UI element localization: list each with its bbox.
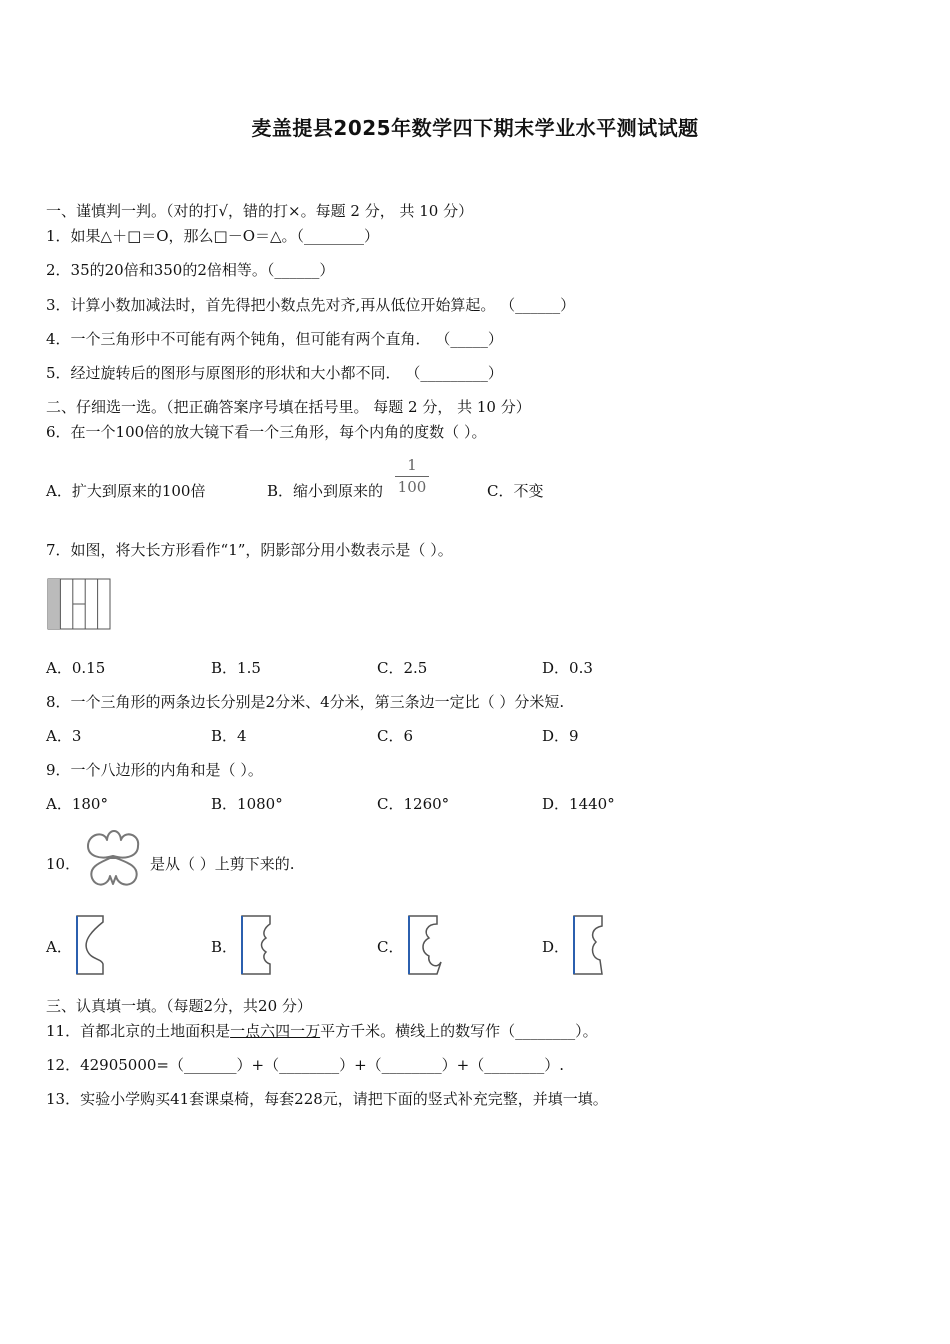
question-6-option-b: B．缩小到原来的 [267, 482, 384, 500]
fraction-numerator: 1 [407, 456, 417, 474]
question-9-stem: 9．一个八边形的内角和是（ ）。 [46, 761, 263, 779]
question-12: 12．42905000=（_______）+（________）+（________）+（________）. [46, 1056, 564, 1074]
question-7-option-b: B．1.5 [211, 659, 261, 677]
question-1: 1．如果△＋□＝O，那么□－O＝△。（________） [46, 227, 380, 245]
question-10-option-a: A． [46, 938, 72, 956]
question-8-option-d: D．9 [542, 727, 579, 745]
question-9-option-a: A．180° [46, 795, 108, 813]
question-8-option-a: A．3 [46, 727, 82, 745]
question-6-option-c: C．不变 [487, 482, 544, 500]
option-a-shape-icon [75, 914, 107, 976]
question-10-option-b: B． [211, 938, 238, 956]
question-10-option-c: C． [377, 938, 404, 956]
cloud-outline [88, 831, 138, 885]
fraction-denominator: 100 [397, 478, 427, 496]
question-11-prefix: 11．首都北京的土地面积是 [46, 1022, 231, 1040]
question-8-option-c: C．6 [377, 727, 414, 745]
question-9-option-b: B．1080° [211, 795, 283, 813]
question-7-option-c: C．2.5 [377, 659, 428, 677]
option-b-outline [242, 916, 270, 974]
option-d-shape-icon [572, 914, 606, 976]
question-9-option-c: C．1260° [377, 795, 450, 813]
question-2: 2．35的20倍和350的2倍相等。（______） [46, 261, 335, 279]
question-5: 5．经过旋转后的图形与原图形的形状和大小都不同． （_________） [46, 364, 503, 382]
section1-header: 一、谨慎判一判。（对的打√，错的打×。每题 2 分， 共 10 分） [46, 202, 474, 220]
cloud-cutout-icon [80, 826, 146, 892]
section2-header: 二、仔细选一选。（把正确答案序号填在括号里。 每题 2 分， 共 10 分） [46, 398, 531, 416]
question-7-option-a: A．0.15 [46, 659, 106, 677]
question-8-option-b: B．4 [211, 727, 247, 745]
option-d-outline [574, 916, 602, 974]
question-10-stem: 是从（ ）上剪下来的. [150, 855, 295, 873]
question-9-option-d: D．1440° [542, 795, 615, 813]
question-7-stem: 7．如图，将大长方形看作“1”，阴影部分用小数表示是（ ）。 [46, 541, 453, 559]
question-4: 4．一个三角形中不可能有两个钝角，但可能有两个直角． （_____） [46, 330, 503, 348]
rectangle-figure [47, 578, 111, 630]
section3-header: 三、认真填一填。（每题2分，共20 分） [46, 997, 312, 1015]
page-title: 麦盖提县2025年数学四下期末学业水平测试试题 [251, 116, 699, 140]
question-6-option-a: A．扩大到原来的100倍 [46, 482, 206, 500]
option-c-outline [409, 916, 441, 974]
question-10-number: 10． [46, 855, 81, 873]
question-11 [46, 1021, 598, 1041]
question-8-stem: 8．一个三角形的两条边长分别是2分米、4分米，第三条边一定比（ ）分米短. [46, 693, 565, 711]
question-3: 3．计算小数加减法时，首先得把小数点先对齐,再从低位开始算起。 （______） [46, 296, 576, 314]
fraction-one-hundredth [395, 456, 429, 496]
option-a-outline [77, 916, 103, 974]
option-b-shape-icon [240, 914, 274, 976]
question-11-suffix: 平方千米。横线上的数写作（________）。 [320, 1022, 598, 1040]
shaded-part [48, 579, 60, 629]
fraction-bar [395, 476, 429, 477]
question-6-stem: 6．在一个100倍的放大镜下看一个三角形，每个内角的度数（ ）。 [46, 423, 487, 441]
question-7-option-d: D．0.3 [542, 659, 593, 677]
question-13: 13．实验小学购买41套课桌椅，每套228元，请把下面的竖式补充完整，并填一填。 [46, 1090, 608, 1108]
question-10-option-d: D． [542, 938, 570, 956]
question-11-underlined: 一点六四一万 [230, 1022, 321, 1040]
option-c-shape-icon [407, 914, 443, 976]
